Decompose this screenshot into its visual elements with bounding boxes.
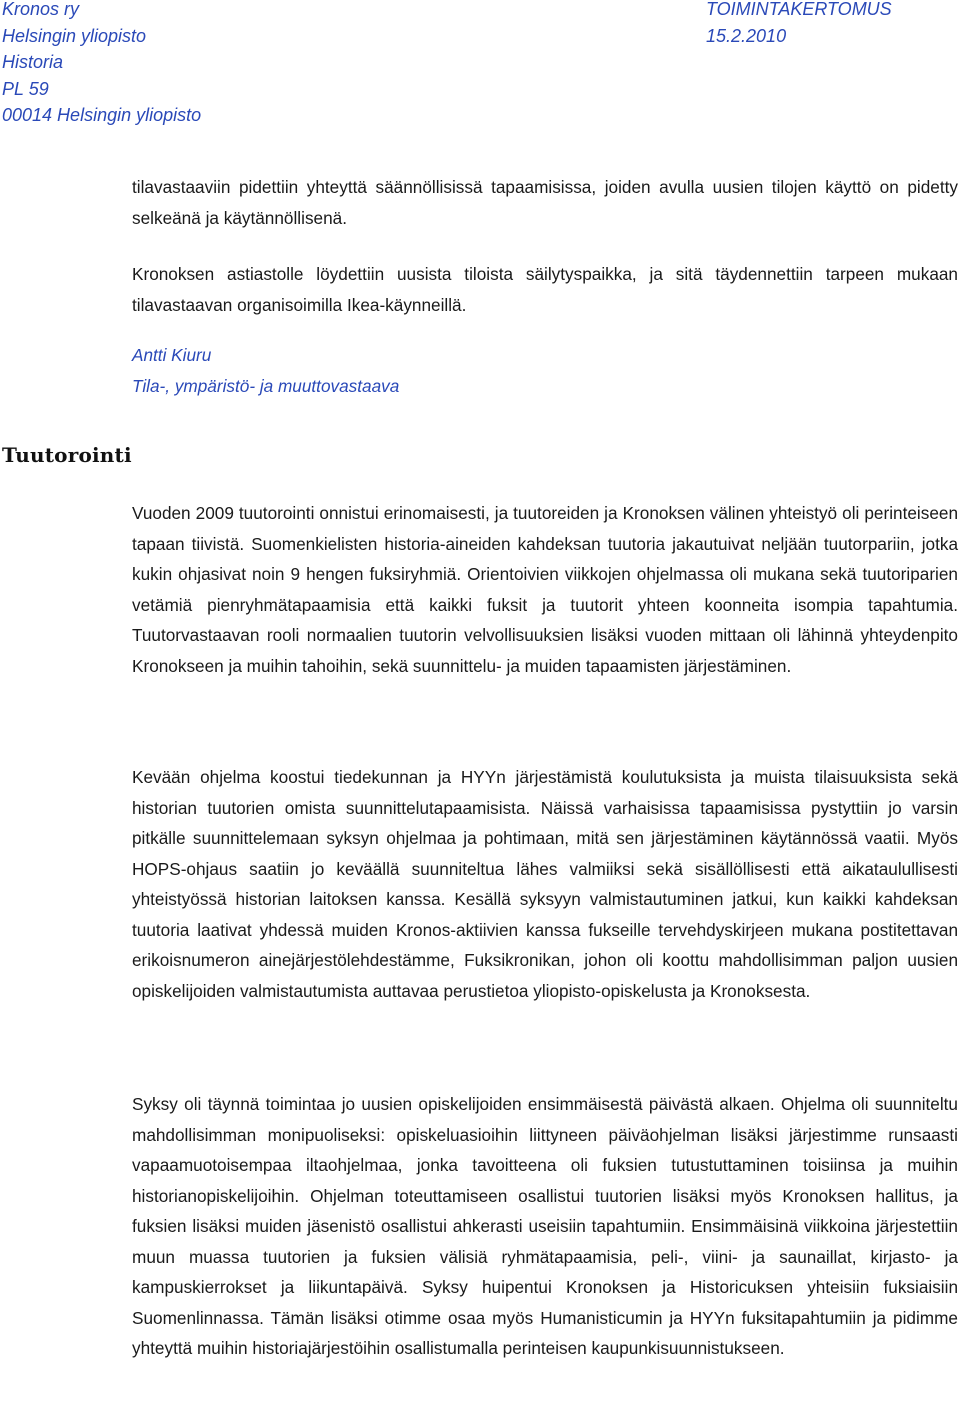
signature-block	[132, 340, 399, 401]
section-paragraph-3: Syksy oli täynnä toimintaa jo uusien opiskelijoiden ensimmäisestä päivästä alkaen. Ohjelma oli suunniteltu mahdollisimman monipuoliseksi: opiskeluasioihin liittyneen päiväohjelman lisäksi järjestimme runsaasti vapaamuotoisempaa iltaohjelmaa, jonka tavoitteena oli fuksien tutustuttaminen toisiinsa ja muihin historianopiskelijoihin. Ohjelman toteuttamiseen osallistui tuutorien lisäksi myös Kronoksen hallitus, ja fuksien lisäksi muiden jäsenistö osallistui ahkerasti useisiin tapahtumiin. Ensimmäisinä viikkoina järjestettiin muun muassa tuutorien ja fuksien välisiä ryhmätapaamisia, peli-, viini- ja saunaillat, kirjasto- ja kampuskierrokset ja liikuntapäivä. Syksy huipentui Kronoksen ja Historicuksen yhteisiin fuksiaisiin Suomenlinnassa. Tämän lisäksi otimme osaa myös Humanisticumin ja HYYn fuksitapahtumiin ja pidimme yhteyttä muihin historiajärjestöihin osallistumalla perinteisen kaupunkisuunnistukseen.	[132, 1094, 958, 1358]
section-paragraph-1-container	[132, 498, 958, 681]
header-doc-type: TOIMINTAKERTOMUS	[706, 0, 892, 19]
section-heading: Tuutorointi	[2, 443, 132, 467]
section-paragraph-3-container	[132, 1089, 958, 1364]
signature-role: Tila-, ympäristö- ja muuttovastaava	[132, 375, 400, 396]
header-university: Helsingin yliopisto	[2, 25, 147, 46]
section-paragraph-1: Vuoden 2009 tuutorointi onnistui erinomaisesti, ja tuutoreiden ja Kronoksen välinen yhteistyö oli perinteiseen tapaan tiivistä. Suomenkielisten historia-aineiden kahdeksan tuutoria jakautuivat neljään tuutorpariin, jotka kukin ohjasivat noin 9 hengen fuksiryhmiä. Orientoivien viikkojen ohjelmassa oli mukana sekä tuutoriparien vetämiä pienryhmätapaamisia että kaikki fuksit ja tuutorit yhteen koonneita isompia tapahtumia. Tuutorvastaavan rooli normaalien tuutorin velvollisuuksien lisäksi vuoden mittaan oli lähinnä yhteydenpito Kronokseen ja muihin tahoihin, sekä suunnittelu- ja muiden tapaamisten järjestäminen.	[132, 503, 958, 676]
intro-paragraph-1: tilavastaaviin pidettiin yhteyttä säännöllisissä tapaamisissa, joiden avulla uusien tilojen käyttö on pidetty selkeänä ja käytännöllisenä.	[132, 177, 958, 228]
section-paragraph-2: Kevään ohjelma koostui tiedekunnan ja HYYn järjestämistä koulutuksista ja muista tilaisuuksista sekä historian tuutorien omista suunnittelutapaamisista. Näissä varhaisissa tapaamisissa pystyttiin jo varsin pitkälle suunnittelemaan syksyn ohjelmaa ja pohtimaan, mitä sen järjestäminen käytännössä vaatii. Myös HOPS-ohjaus saatiin jo keväällä suunniteltua lähes valmiiksi sekä sisällöllisesti että aikataulullisesti yhteistyössä historian laitoksen kanssa. Kesällä syksyyn valmistautuminen jatkui, kun kaikki kahdeksan tuutoria laativat yhdessä muiden Kronos-aktiivien kanssa fukseille tervehdyskirjeen mukana postitettavan erikoisnumeron ainejärjestölehdestämme, Fuksikronikan, johon oli koottu mahdollisimman paljon uusien opiskelijoiden valmistautumista auttavaa perustietoa yliopisto-opiskelusta ja Kronoksesta.	[132, 767, 958, 1001]
intro-paragraph-2-container	[132, 259, 958, 320]
header-date: 15.2.2010	[706, 25, 787, 46]
header-org: Kronos ry	[2, 0, 80, 19]
intro-paragraph-1-container	[132, 172, 958, 233]
header-postal: 00014 Helsingin yliopisto	[2, 105, 202, 126]
section-paragraph-2-container	[132, 762, 958, 1006]
header-doc-block	[706, 0, 892, 49]
header-po-box: PL 59	[2, 78, 49, 99]
signature-name: Antti Kiuru	[132, 345, 212, 365]
header-address-block	[2, 0, 201, 129]
intro-paragraph-2: Kronoksen astiastolle löydettiin uusista tiloista säilytyspaikka, ja sitä täydennettiin tarpeen mukaan tilavastaavan organisoimilla Ikea-käynneillä.	[132, 264, 958, 315]
header-department: Historia	[2, 52, 64, 73]
